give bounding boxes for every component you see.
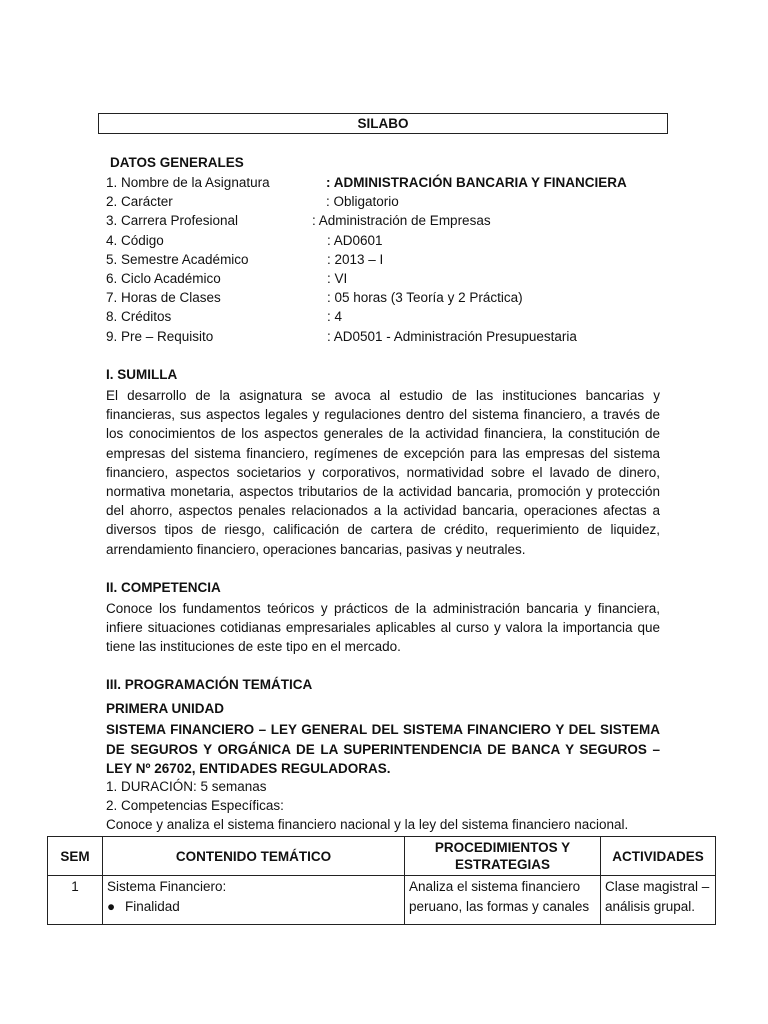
competencias-label: 2. Competencias Específicas: — [106, 798, 284, 813]
general-row-value: : ADMINISTRACIÓN BANCARIA Y FINANCIERA — [326, 175, 627, 190]
header-actividades: ACTIVIDADES — [601, 837, 716, 876]
general-row-value: : Administración de Empresas — [312, 213, 491, 228]
programacion-heading: III. PROGRAMACIÓN TEMÁTICA — [106, 677, 313, 692]
general-row-label: 9. Pre – Requisito — [106, 329, 214, 344]
general-row — [106, 271, 666, 290]
general-row — [106, 309, 666, 328]
general-row — [106, 213, 666, 232]
general-row — [106, 233, 666, 252]
general-row-value: : Obligatorio — [326, 194, 399, 209]
general-row-label: 7. Horas de Clases — [106, 290, 221, 305]
general-row-value: : 4 — [327, 309, 343, 324]
competencia-paragraph: Conoce los fundamentos teóricos y prácticos de la administración bancaria y financiera, infiere situaciones cotidianas empresariales aplicables al curso y valora la importancia que tiene las instituciones de este tipo en el mercado. — [106, 601, 660, 655]
sumilla-heading: I. SUMILLA — [106, 367, 178, 382]
general-row-label: 8. Créditos — [106, 309, 172, 324]
general-row-value: : 2013 – I — [327, 252, 384, 267]
general-row-value: : AD0501 - Administración Presupuestaria — [327, 329, 577, 344]
general-row — [106, 329, 666, 348]
list-item — [107, 897, 400, 917]
header-procedimientos: PROCEDIMIENTOS Y ESTRATEGIAS — [405, 837, 601, 876]
unidad-title: SISTEMA FINANCIERO – LEY GENERAL DEL SISTEMA FINANCIERO Y DEL SISTEMA DE SEGUROS Y ORGÁNICA DE LA SUPERINTENDENCIA DE BANCA Y SEGUROS – LEY Nº 26702, ENTIDADES REGULADORAS. — [106, 722, 660, 776]
bullet-icon: ● — [107, 899, 116, 914]
table-header-row — [48, 837, 716, 876]
header-contenido: CONTENIDO TEMÁTICO — [103, 837, 405, 876]
general-row-label: 3. Carrera Profesional — [106, 213, 239, 228]
list-item-text: Finalidad — [125, 899, 180, 914]
general-row-label: 4. Código — [106, 233, 164, 248]
general-row — [106, 194, 666, 213]
document-title: SILABO — [98, 113, 668, 134]
cell-actividades: Clase magistral – análisis grupal. — [601, 876, 716, 925]
cell-sem: 1 — [48, 876, 103, 925]
general-row-label: 6. Ciclo Académico — [106, 271, 221, 286]
general-row — [106, 290, 666, 309]
general-row-label: 1. Nombre de la Asignatura — [106, 175, 270, 190]
competencias-text: Conoce y analiza el sistema financiero nacional y la ley del sistema financiero nacional. — [106, 817, 629, 832]
general-row — [106, 175, 666, 194]
unidad-heading: PRIMERA UNIDAD — [106, 701, 224, 716]
competencia-heading: II. COMPETENCIA — [106, 580, 221, 595]
duracion-text: 1. DURACIÓN: 5 semanas — [106, 779, 267, 794]
cell-contenido — [103, 876, 405, 925]
datos-generales-heading: DATOS GENERALES — [110, 155, 244, 170]
general-row-label: 2. Carácter — [106, 194, 173, 209]
cell-procedimientos: Analiza el sistema financiero peruano, las formas y canales — [405, 876, 601, 925]
contenido-title: Sistema Financiero: — [107, 879, 227, 894]
general-row — [106, 252, 666, 271]
general-row-value: : AD0601 — [327, 233, 383, 248]
header-sem: SEM — [48, 837, 103, 876]
table-row — [48, 876, 716, 925]
general-row-label: 5. Semestre Académico — [106, 252, 249, 267]
general-row-value: : 05 horas (3 Teoría y 2 Práctica) — [327, 290, 523, 305]
general-row-value: : VI — [327, 271, 348, 286]
programacion-table — [47, 836, 716, 925]
sumilla-paragraph: El desarrollo de la asignatura se avoca al estudio de las instituciones bancarias y financieras, sus aspectos legales y regulaciones dentro del sistema financiero, a través de los conocimientos de los aspectos generales de la actividad financiera, la constitución de empresas del sistema financiero, regímenes de excepción para las empresas del sistema financiero, aspectos societarios y corporativos, normatividad sobre el lavado de dinero, normativa monetaria, aspectos tributarios de la actividad bancaria, promoción y protección del ahorro, aspectos penales relacionados a la actividad bancaria, operaciones afectas a diversos tipos de riesgo, calificación de cartera de crédito, requerimiento de liquidez, arrendamiento financiero, operaciones bancarias, pasivas y neutrales. — [106, 388, 660, 557]
